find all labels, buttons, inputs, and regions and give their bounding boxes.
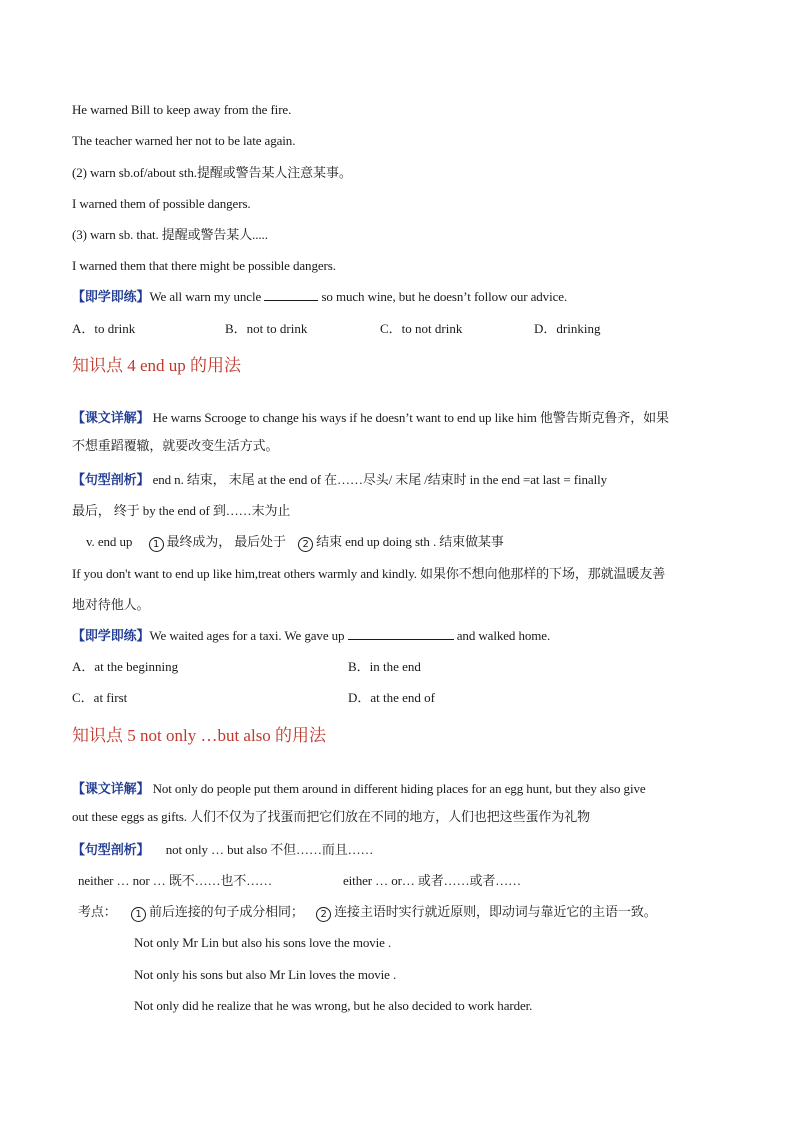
circled-number: 1 (131, 907, 146, 922)
points-label: 考点： (78, 904, 117, 919)
text-line: He warns Scrooge to change his ways if he doesn’t want to end up like him 他警告斯克鲁齐，如果 (152, 410, 669, 425)
example-sentence: Not only his sons but also Mr Lin loves the movie . (134, 967, 397, 982)
question-text-after: and walked home. (456, 628, 551, 643)
example-sentence: 地对待他人。 (72, 597, 150, 612)
verb-usage (86, 533, 504, 552)
verb-prefix: v. end up (86, 534, 133, 549)
option-d: D．at the end of (348, 690, 436, 705)
analysis (72, 841, 373, 859)
example-sentence: Not only Mr Lin but also his sons love the movie . (134, 935, 392, 950)
verb-meaning: 结束 end up doing sth . 结束做某事 (316, 534, 504, 549)
analysis-line: 最后， 终于 by the end of 到……末为止 (72, 503, 291, 518)
example-sentence: I warned them of possible dangers. (72, 196, 251, 211)
text-line: 不想重蹈覆辙，就要改变生活方式。 (72, 438, 279, 453)
text-tag: 【课文详解】 (72, 781, 150, 796)
example-sentence: I warned them that there might be possible dangers. (72, 258, 336, 273)
question-text-after: so much wine, but he doesn’t follow our advice. (321, 289, 568, 304)
text-tag: 【课文详解】 (72, 410, 150, 425)
analysis-line: not only … but also 不但……而且…… (165, 842, 374, 857)
section-title: 知识点 5 not only …but also 的用法 (72, 726, 327, 745)
example-sentence: Not only did he realize that he was wrong, but he also decided to work harder. (134, 998, 533, 1013)
test-point: 前后连接的句子成分相同； (149, 904, 304, 919)
section-title: 知识点 4 end up 的用法 (72, 356, 242, 375)
circled-number: 2 (298, 537, 313, 552)
question-text-before: We all warn my uncle (149, 289, 262, 304)
option-c: C．to not drink (380, 321, 463, 336)
question-text-before: We waited ages for a taxi. We gave up (149, 628, 345, 643)
analysis (72, 471, 607, 489)
test-points (78, 903, 657, 922)
option-b: B．in the end (348, 659, 421, 674)
example-sentence: He warned Bill to keep away from the fire. (72, 102, 292, 117)
either-or: either … or… 或者……或者…… (343, 873, 522, 888)
option-c: C．at first (72, 690, 128, 705)
example-sentence: If you don't want to end up like him,treat others warmly and kindly. 如果你不想向他那样的下场，那就温暖友善 (72, 566, 666, 581)
circled-number: 1 (149, 537, 164, 552)
option-a: A．at the beginning (72, 659, 179, 674)
text-line: out these eggs as gifts. 人们不仅为了找蛋而把它们放在不同的地方，人们也把这些蛋作为礼物 (72, 809, 590, 824)
analysis-tag: 【句型剖析】 (72, 472, 150, 487)
practice-question (72, 288, 567, 306)
practice-question (72, 627, 550, 645)
usage-rule: (3) warn sb. that. 提醒或警告某人..... (72, 227, 268, 242)
text-explanation (72, 780, 646, 798)
analysis-tag: 【句型剖析】 (72, 842, 150, 857)
text-explanation (72, 409, 669, 427)
answer-blank (264, 288, 318, 301)
neither-nor: neither … nor … 既不……也不…… (78, 873, 273, 888)
answer-blank (348, 627, 454, 640)
option-d: D．drinking (534, 321, 601, 336)
test-point: 连接主语时实行就近原则，即动词与靠近它的主语一致。 (334, 904, 657, 919)
analysis-line: end n. 结束， 末尾 at the end of 在……尽头/ 末尾 /结束时 in the end =at last = finally (152, 472, 608, 487)
option-b: B．not to drink (225, 321, 308, 336)
verb-meaning: 最终成为， 最后处于 (166, 534, 286, 549)
practice-tag: 【即学即练】 (72, 628, 150, 643)
circled-number: 2 (316, 907, 331, 922)
example-sentence: The teacher warned her not to be late again. (72, 133, 296, 148)
text-line: Not only do people put them around in different hiding places for an egg hunt, but they also give (152, 781, 646, 796)
usage-rule: (2) warn sb.of/about sth.提醒或警告某人注意某事。 (72, 165, 352, 180)
option-a: A．to drink (72, 321, 136, 336)
practice-tag: 【即学即练】 (72, 289, 150, 304)
